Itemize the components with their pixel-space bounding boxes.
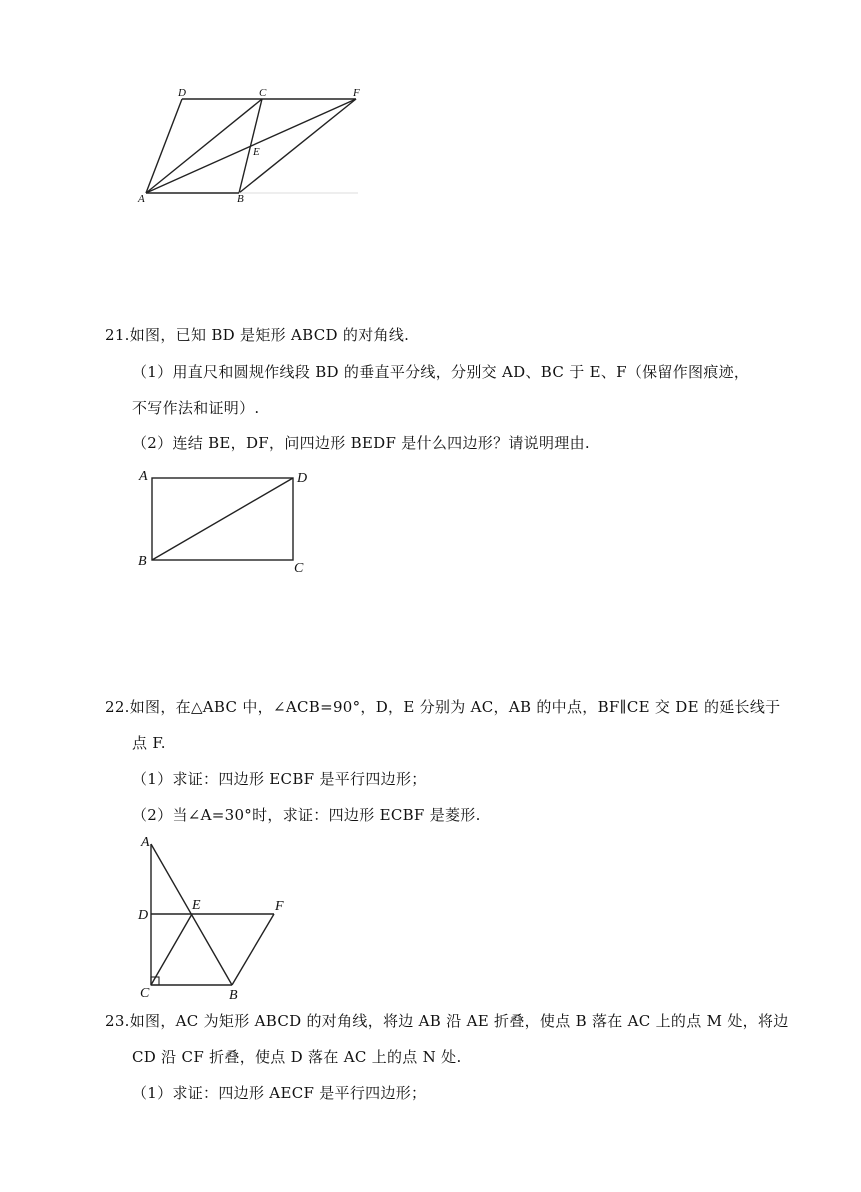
label-A: A xyxy=(141,835,150,850)
figure-21-svg xyxy=(136,464,316,579)
q23-stem-line1: 23.如图，AC 为矩形 ABCD 的对角线，将边 AB 沿 AE 折叠，使点 B 落在 AC 上的点 M 处，将边 xyxy=(105,1012,789,1030)
q21-part1-line1: （1）用直尺和圆规作线段 BD 的垂直平分线，分别交 AD、BC 于 E、F（保留作图痕迹， xyxy=(132,363,750,381)
label-D: D xyxy=(138,908,149,923)
label-A: A xyxy=(138,193,145,205)
figure-20-svg xyxy=(136,88,366,208)
label-D: D xyxy=(178,87,186,99)
q21-part1-line2: 不写作法和证明）. xyxy=(132,399,260,417)
label-B: B xyxy=(237,193,244,205)
figure-20 xyxy=(136,88,366,208)
label-A: A xyxy=(139,469,148,484)
label-F: F xyxy=(275,899,284,914)
label-B: B xyxy=(229,988,238,1003)
q22-part1: （1）求证：四边形 ECBF 是平行四边形； xyxy=(132,770,427,788)
label-D: D xyxy=(297,471,308,486)
label-E: E xyxy=(192,898,201,913)
q21-stem: 21.如图，已知 BD 是矩形 ABCD 的对角线. xyxy=(105,326,410,344)
figure-22 xyxy=(136,832,296,1003)
figure-22-svg xyxy=(136,832,296,1003)
q21-part2: （2）连结 BE，DF，问四边形 BEDF 是什么四边形？请说明理由. xyxy=(132,434,590,452)
label-C: C xyxy=(259,87,267,99)
q22-stem-line1: 22.如图，在△ABC 中，∠ACB=90°，D，E 分别为 AC，AB 的中点，BF∥CE 交 DE 的延长线于 xyxy=(105,698,781,716)
label-F: F xyxy=(353,87,360,99)
q22-stem-line2: 点 F. xyxy=(132,734,166,752)
figure-21 xyxy=(136,464,316,579)
diagonal-BD xyxy=(152,478,293,560)
segment-CE xyxy=(151,914,192,985)
label-C: C xyxy=(140,986,150,1001)
q23-stem-line2: CD 沿 CF 折叠，使点 D 落在 AC 上的点 N 处. xyxy=(132,1048,462,1066)
segment-AF xyxy=(146,99,356,193)
segment-BF xyxy=(232,914,274,985)
label-B: B xyxy=(138,554,147,569)
label-E: E xyxy=(253,146,260,158)
q23-part1: （1）求证：四边形 AECF 是平行四边形； xyxy=(132,1084,427,1102)
q22-part2: （2）当∠A=30°时，求证：四边形 ECBF 是菱形. xyxy=(132,806,481,824)
label-C: C xyxy=(294,561,304,576)
